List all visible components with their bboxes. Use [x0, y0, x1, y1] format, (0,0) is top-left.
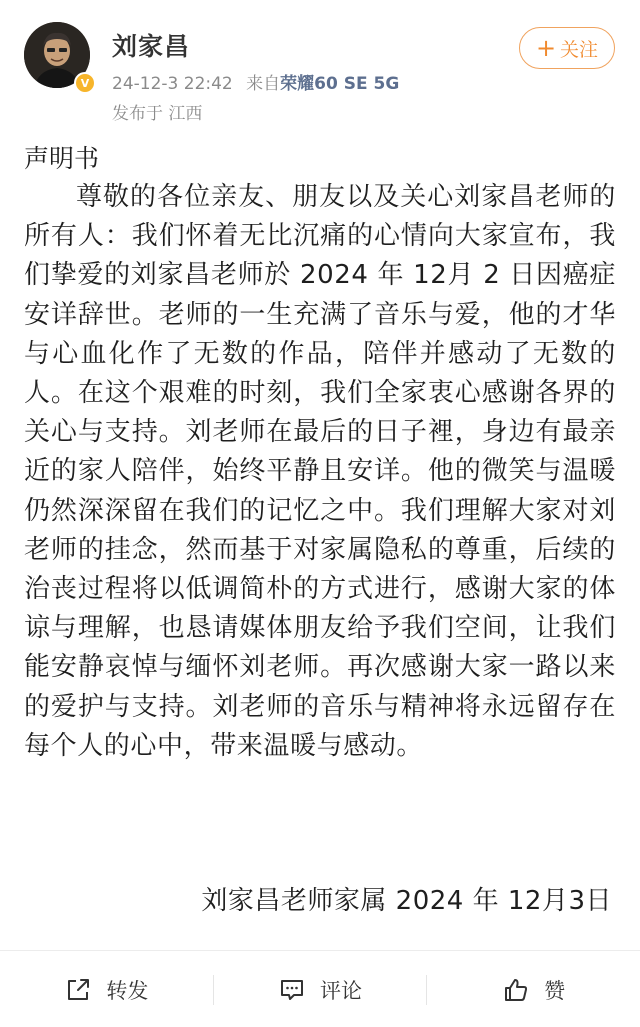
source-prefix: 来自	[246, 74, 281, 94]
statement-title: 声明书	[24, 144, 100, 173]
like-label: 赞	[544, 978, 566, 1003]
statement-signature: 刘家昌老师家属 2024 年 12月3日	[201, 886, 612, 916]
share-icon	[64, 976, 92, 1004]
post-content	[24, 140, 616, 766]
repost-label: 转发	[106, 978, 149, 1003]
follow-button[interactable]	[519, 27, 615, 69]
author-name[interactable]: 刘家昌	[112, 32, 191, 61]
follow-label: 关注	[560, 38, 599, 61]
post-meta	[112, 69, 399, 94]
action-bar	[0, 950, 640, 1027]
repost-button[interactable]	[0, 951, 213, 1027]
comment-button[interactable]	[214, 951, 427, 1027]
statement-body: 尊敬的各位亲友、朋友以及关心刘家昌老师的所有人：我们怀着无比沉痛的心情向大家宣布，我们挚爱的刘家昌老师於 2024 年 12月 2 日因癌症安详辞世。老师的一生充满了音乐与爱，他的才华与心血化作了无数的作品，陪伴并感动了无数的人。在这个艰难的时刻，我们全家衷心感谢各界的关心与支持。刘老师在最后的日子裡，身边有最亲近的家人陪伴，始终平静且安详。他的微笑与温暖仍然深深留在我们的记忆之中。我们理解大家对刘老师的挂念，然而基于对家属隐私的尊重，后续的治丧过程将以低调简朴的方式进行，感谢大家的体谅与理解，也恳请媒体朋友给予我们空间，让我们能安静哀悼与缅怀刘老师。再次感谢大家一路以来的爱护与支持。刘老师的音乐与精神将永远留存在每个人的心中，带来温暖与感动。	[24, 182, 616, 761]
plus-icon: +	[535, 34, 557, 62]
thumbs-up-icon	[502, 976, 530, 1004]
verified-badge-icon: V	[74, 72, 96, 94]
post-header	[0, 0, 640, 135]
comment-label: 评论	[320, 978, 362, 1003]
post-timestamp: 24-12-3 22:42	[112, 74, 233, 94]
post-location: 发布于 江西	[112, 104, 203, 124]
like-button[interactable]	[427, 951, 640, 1027]
comment-icon	[278, 976, 306, 1004]
device-link[interactable]: 荣耀60 SE 5G	[280, 74, 400, 94]
